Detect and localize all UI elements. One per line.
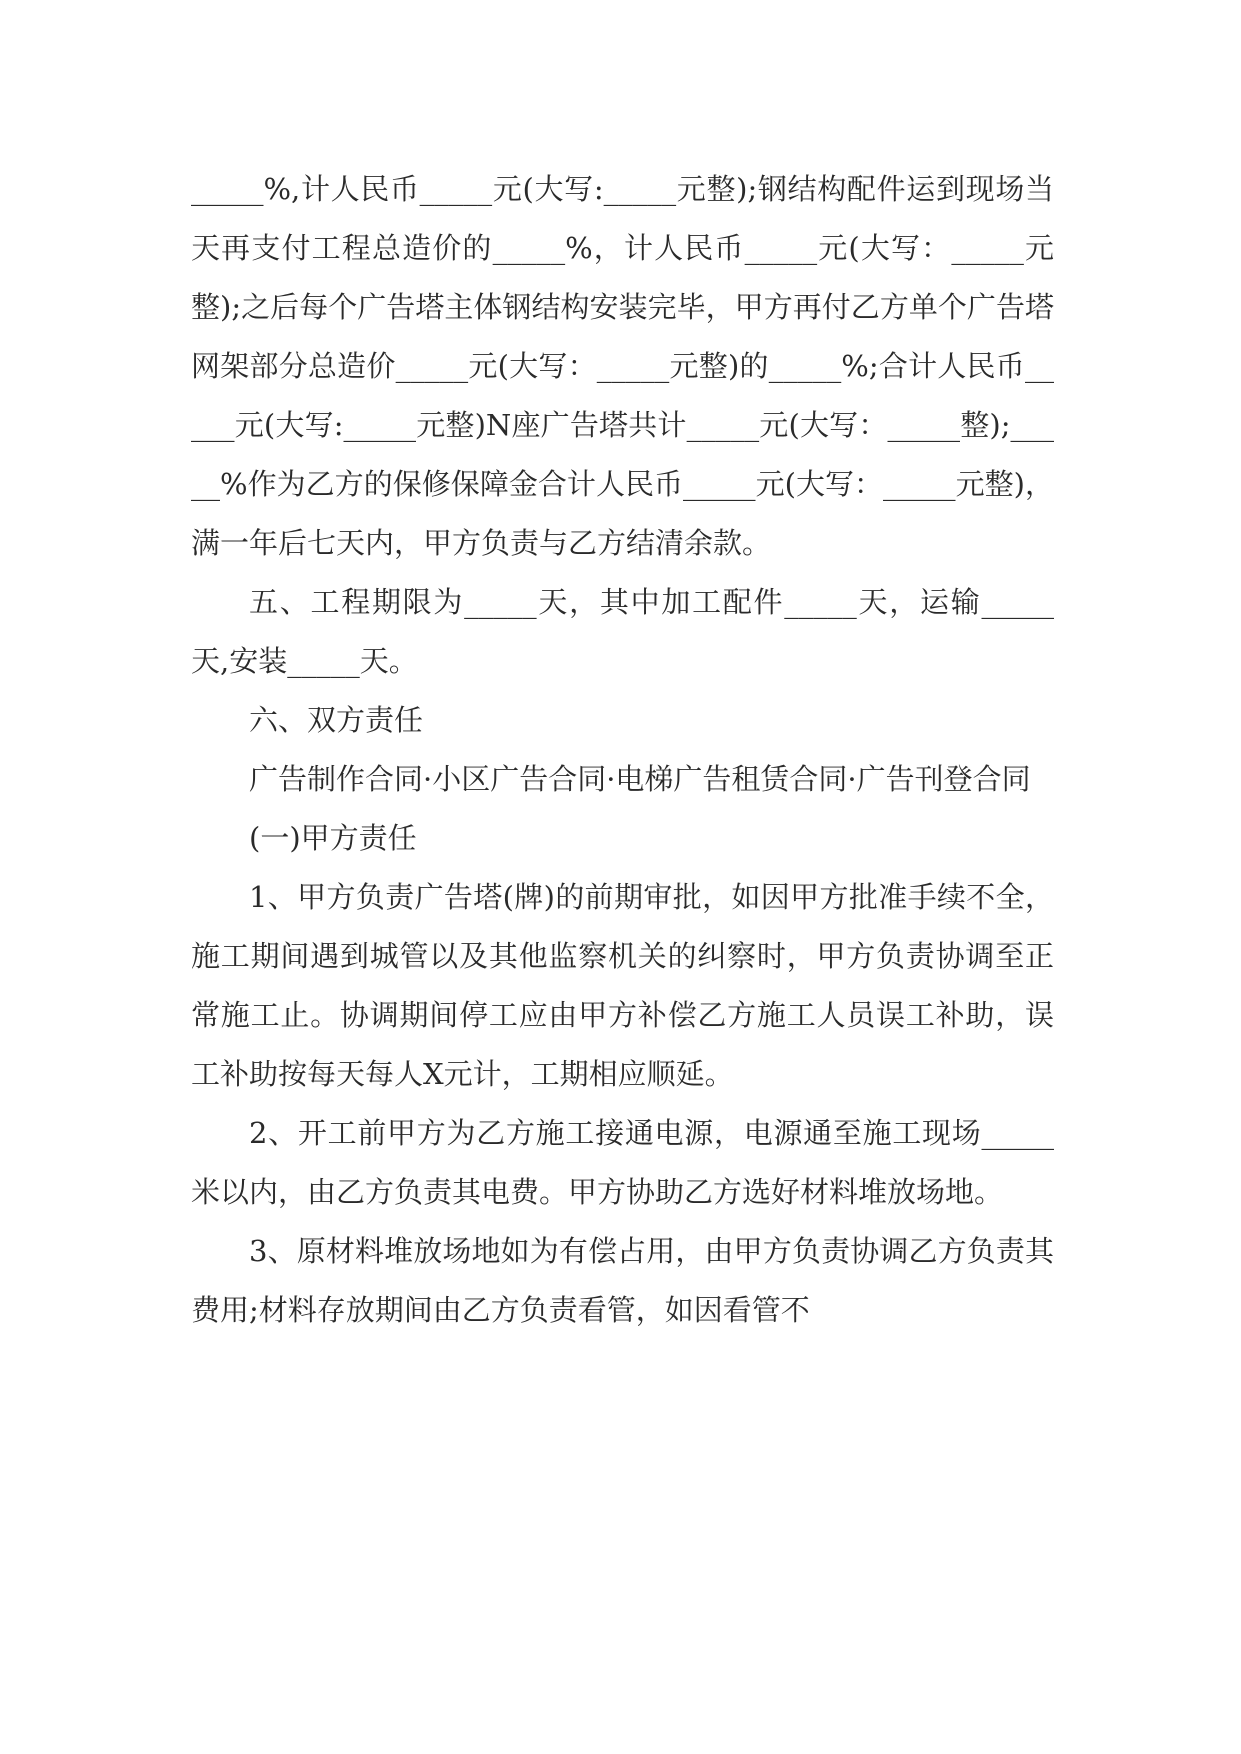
clause-paragraph-3: 3、原材料堆放场地如为有偿占用，由甲方负责协调乙方负责其费用;材料存放期间由乙方负责看管，如因看管不 [191,1234,1054,1327]
clause-paragraph-1: 1、甲方负责广告塔(牌)的前期审批，如因甲方批准手续不全，施工期间遇到城管以及其他监察机关的纠察时，甲方负责协调至正常施工止。协调期间停工应由甲方补偿乙方施工人员误工补助，误工补助按每天每人X元计，工期相应顺延。 [191,880,1054,1091]
subsection-heading: (一)甲方责任 [249,821,417,855]
clause-paragraph-2: 2、开工前甲方为乙方施工接通电源，电源通至施工现场_____米以内，由乙方负责其电费。甲方协助乙方选好材料堆放场地。 [191,1116,1054,1209]
project-period-paragraph: 五、工程期限为_____天，其中加工配件_____天，运输_____天,安装_____天。 [191,585,1054,678]
section-heading: 六、双方责任 [249,703,424,737]
payment-terms-paragraph: _____%,计人民币_____元(大写:_____元整);钢结构配件运到现场当天再支付工程总造价的_____%，计人民币_____元(大写：_____元整);之后每个广告塔主体钢结构安装完毕，甲方再付乙方单个广告塔网架部分总造价_____元(大写：_____元整)的_____%;合计人民币_____元(大写:_____元整)N座广告塔共计_____元(大写：_____整);_____%作为乙方的保修保障金合计人民币_____元(大写：_____元整)，满一年后七天内，甲方负责与乙方结清余款。 [191,172,1054,560]
related-contracts-links[interactable]: 广告制作合同·小区广告合同·电梯广告租赁合同·广告刊登合同 [249,762,1031,796]
document-body [191,160,1054,1340]
